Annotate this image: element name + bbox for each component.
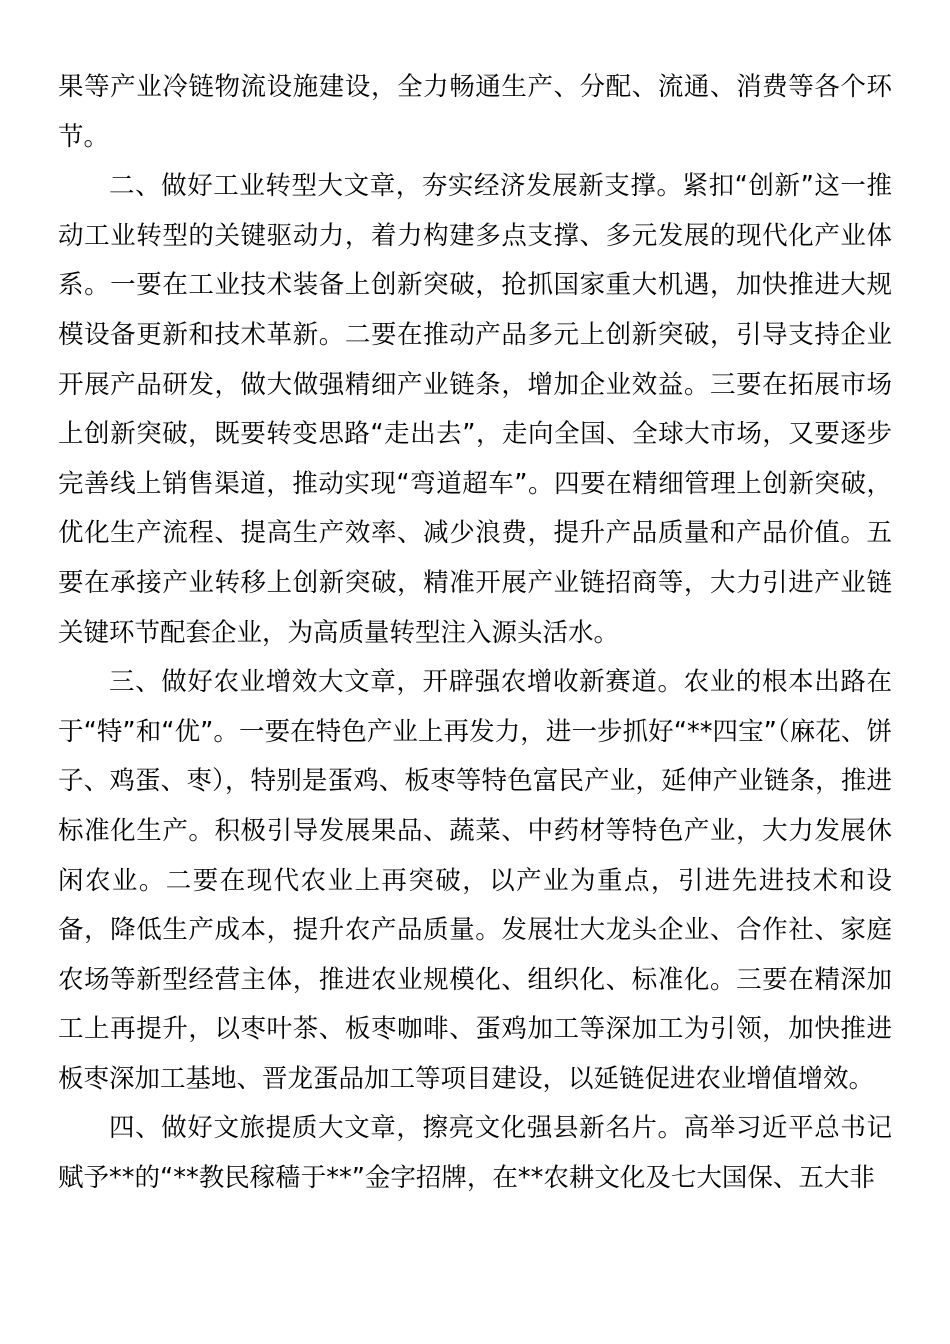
document-page [58,63,892,1204]
paragraph-continuation: 果等产业冷链物流设施建设，全力畅通生产、分配、流通、消费等各个环节。 [58,72,892,152]
paragraph-industry-transformation: 二、做好工业转型大文章，夯实经济发展新支撑。紧扣“创新”这一推动工业转型的关键驱动力，着力构建多点支撑、多元发展的现代化产业体系。一要在工业技术装备上创新突破，抢抓国家重大机遇，加快推进大规模设备更新和技术革新。二要在推动产品多元上创新突破，引导支持企业开展产品研发，做大做强精细产业链条，增加企业效益。三要在拓展市场上创新突破，既要转变思路“走出去”，走向全国、全球大市场，又要逐步完善线上销售渠道，推动实现“弯道超车”。四要在精细管理上创新突破，优化生产流程、提高生产效率、减少浪费，提升产品质量和产品价值。五要在承接产业转移上创新突破，精准开展产业链招商等，大力引进产业链关键环节配套企业，为高质量转型注入源头活水。 [58,171,892,648]
paragraph-culture-tourism: 四、做好文旅提质大文章，擦亮文化强县新名片。高举习近平总书记赋予**的“**教民稼穑于**”金字招牌，在**农耕文化及七大国保、五大非 [58,1113,892,1194]
paragraph-agriculture-efficiency: 三、做好农业增效大文章，开辟强农增收新赛道。农业的根本出路在于“特”和“优”。一要在特色产业上再发力，进一步抓好“**四宝”（麻花、饼子、鸡蛋、枣），特别是蛋鸡、板枣等特色富民产业，延伸产业链条，推进标准化生产。积极引导发展果品、蔬菜、中药材等特色产业，大力发展休闲农业。二要在现代农业上再突破，以产业为重点，引进先进技术和设备，降低生产成本，提升农产品质量。发展壮大龙头企业、合作社、家庭农场等新型经营主体，推进农业规模化、组织化、标准化。三要在精深加工上再提升，以枣叶茶、板枣咖啡、蛋鸡加工等深加工为引领，加快推进板枣深加工基地、晋龙蛋品加工等项目建设，以延链促进农业增值增效。 [58,667,892,1094]
